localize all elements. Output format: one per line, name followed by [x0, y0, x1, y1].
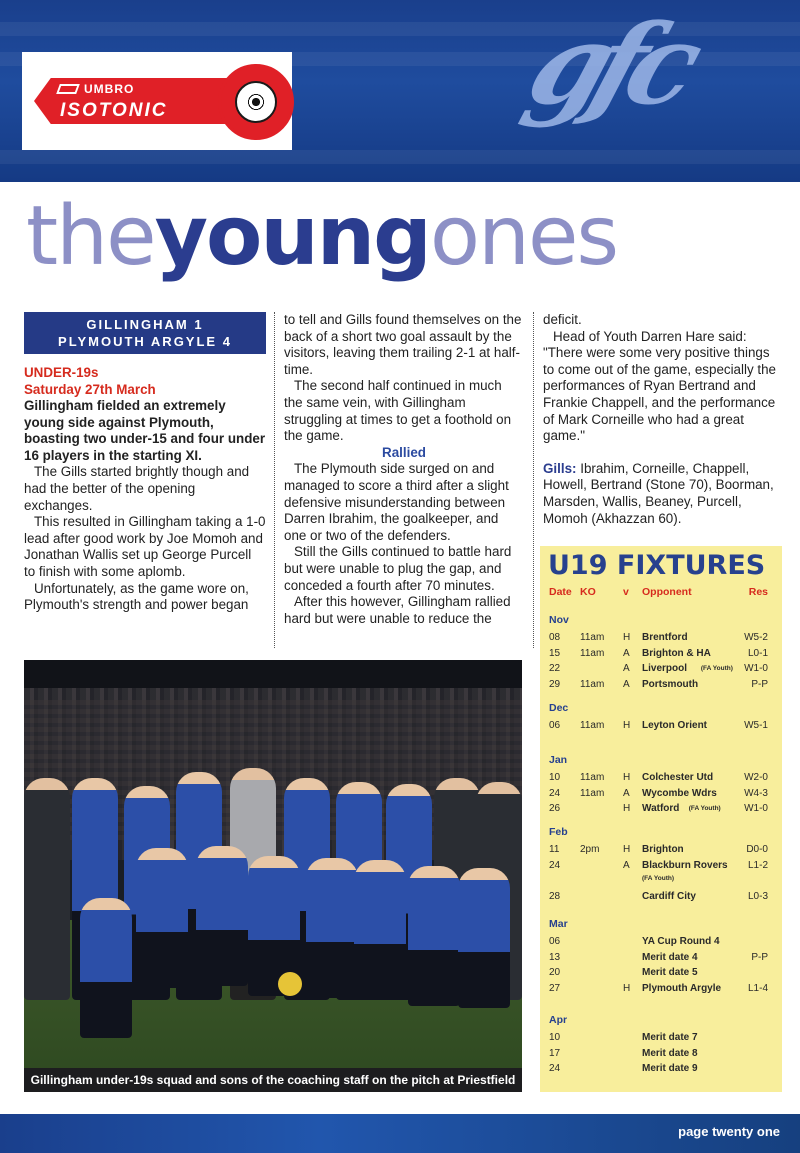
- article-paragraph: The Gills started brightly though and had the better of the opening exchanges.: [24, 464, 250, 513]
- article-paragraph: After this however, Gillingham rallied hard but were unable to reduce the: [284, 594, 511, 626]
- fixture-opponent: Colchester Utd: [642, 772, 714, 783]
- fixture-result: L1-4: [747, 982, 768, 994]
- seal-center: [235, 81, 277, 123]
- fixture-opponent: Cardiff City: [642, 890, 696, 902]
- fixture-row: [540, 772, 782, 787]
- fixture-competition-note: (FA Youth): [642, 875, 675, 883]
- lineup-players: Ibrahim, Corneille, Chappell, Howell, Bertrand (Stone 70), Boorman, Marsden, Wallis, Beaney, Purcell, Momoh (Akhazzan 60).: [543, 460, 774, 526]
- column-divider: [533, 312, 534, 648]
- fixtures-header-venue: v: [623, 586, 629, 598]
- fixture-venue: H: [623, 720, 631, 731]
- fixture-row: [540, 632, 782, 647]
- fixture-opponent: Merit date 9: [642, 1063, 698, 1075]
- fixture-venue: H: [623, 772, 631, 783]
- article-column-1: [24, 312, 266, 614]
- article-paragraph: This resulted in Gillingham taking a 1-0 lead after good work by Joe Momoh and Jonathan Wallis set up George Purcell to finish with some aplomb.: [24, 514, 266, 579]
- match-line-away: PLYMOUTH ARGYLE 4: [58, 334, 232, 349]
- lineup: [543, 461, 783, 527]
- fixture-venue: A: [623, 663, 630, 675]
- fixture-row: [540, 788, 782, 803]
- fixture-date: 20: [549, 967, 561, 979]
- article-paragraph: deficit.: [543, 312, 582, 327]
- fixtures-month-apr: Apr: [549, 1014, 568, 1026]
- match-line-home: GILLINGHAM 1: [86, 317, 204, 332]
- fixture-opponent: Watford: [642, 803, 680, 815]
- fixture-date: 13: [549, 951, 561, 963]
- page-title: [26, 189, 618, 284]
- match-score-bar: [24, 312, 266, 354]
- fixtures-title: U19 FIXTURES: [548, 550, 766, 581]
- fixtures-header-opponent: Opponent: [642, 586, 692, 598]
- photo-caption: Gillingham under-19s squad and sons of the coaching staff on the pitch at Priestfield: [24, 1068, 522, 1092]
- fixture-opponent: Plymouth Argyle: [642, 982, 722, 994]
- fixture-result: P-P: [751, 951, 768, 963]
- fixture-row: [540, 1063, 782, 1078]
- youth-alliance-seal: [218, 64, 294, 140]
- fixture-row: [540, 967, 782, 982]
- photo-figure: [408, 866, 460, 1006]
- fixture-opponent: Merit date 7: [642, 1032, 698, 1043]
- fixtures-month-mar: Mar: [549, 918, 568, 930]
- fixture-opponent: Merit date 8: [642, 1047, 698, 1059]
- fixture-venue: H: [623, 803, 631, 815]
- title-part-3: ones: [429, 189, 618, 284]
- fixture-row: [540, 663, 782, 678]
- fixture-opponent: Brentford: [642, 632, 688, 643]
- fixture-kickoff: 11am: [580, 632, 605, 643]
- fixture-venue: A: [623, 859, 630, 871]
- match-date: Saturday 27th March: [24, 382, 156, 397]
- photo-football: [278, 972, 302, 996]
- footer-band: [0, 1114, 800, 1153]
- fixture-date: 24: [549, 1063, 561, 1075]
- article-paragraph: The Plymouth side surged on and managed to score a third after a slight defensive misunderstanding between Darren Ibrahim, the goalkeeper, and one or two of the defenders.: [284, 461, 509, 543]
- photo-figure: [458, 868, 510, 1008]
- fixture-kickoff: 11am: [580, 678, 605, 690]
- fixture-kickoff: 11am: [580, 720, 605, 731]
- fixture-date: 24: [549, 787, 561, 799]
- photo-figure: [196, 846, 248, 986]
- fixture-date: 06: [549, 720, 561, 731]
- article-lead: Gillingham fielded an extremely young side against Plymouth, boasting two under-15 and four under 16 players in the starting XI.: [24, 398, 266, 463]
- article-column-2: [284, 312, 524, 627]
- photo-figure: [354, 860, 406, 1000]
- title-part-1: the: [26, 189, 155, 284]
- fixture-date: 11: [549, 844, 560, 855]
- fixture-kickoff: 11am: [580, 787, 605, 799]
- fixture-date: 10: [549, 1032, 561, 1043]
- column-divider: [274, 312, 275, 648]
- fixture-result: P-P: [751, 678, 768, 690]
- fixture-row: [540, 936, 782, 951]
- fixture-venue: H: [623, 844, 631, 855]
- fixture-opponent: Portsmouth: [642, 678, 699, 690]
- fixture-row: [540, 803, 782, 818]
- fixture-competition-note: (FA Youth): [700, 665, 733, 673]
- photo-figure: [306, 858, 358, 998]
- sponsor-brand: UMBRO: [84, 82, 135, 96]
- page-number: page twenty one: [678, 1124, 780, 1139]
- lineup-label: Gills:: [543, 460, 577, 476]
- photo-figure: [136, 848, 188, 988]
- fixture-opponent: Leyton Orient: [642, 720, 708, 731]
- fixture-venue: A: [623, 678, 630, 690]
- fixture-opponent: Blackburn Rovers: [642, 859, 728, 871]
- article-paragraph: Unfortunately, as the game wore on, Plymouth's strength and power began: [24, 580, 249, 613]
- fixture-date: 15: [549, 647, 561, 659]
- team-photo: [24, 660, 522, 1092]
- fixtures-month-dec: Dec: [549, 702, 569, 714]
- fixture-competition-note: (FA Youth): [688, 805, 721, 813]
- fixture-date: 27: [549, 982, 561, 994]
- fixture-date: 17: [549, 1047, 561, 1059]
- football-icon: [245, 91, 267, 113]
- fixture-date: 28: [549, 890, 561, 902]
- fixture-kickoff: 11am: [580, 772, 605, 783]
- fixture-kickoff: 11am: [580, 647, 605, 659]
- fixtures-month-feb: Feb: [549, 826, 568, 838]
- fixtures-panel: [540, 546, 782, 1092]
- fixture-result: L0-1: [747, 647, 768, 659]
- fixture-date: 08: [549, 632, 561, 643]
- header-band: [0, 0, 800, 182]
- fixtures-month-jan: Jan: [549, 754, 568, 766]
- fixture-result: W5-1: [744, 720, 768, 731]
- fixture-result: W2-0: [744, 772, 768, 783]
- fixture-opponent: Wycombe Wdrs: [642, 787, 717, 799]
- fixtures-header-ko: KO: [580, 586, 596, 598]
- fixture-opponent: YA Cup Round 4: [642, 936, 720, 947]
- fixture-kickoff: 2pm: [580, 844, 600, 855]
- photo-figure: [24, 778, 70, 1000]
- fixture-row: [540, 860, 782, 875]
- fixture-date: 22: [549, 663, 561, 675]
- fixture-row: [540, 720, 782, 735]
- sponsor-product: ISOTONIC: [60, 100, 168, 121]
- fixture-opponent: Brighton & HA: [642, 647, 711, 659]
- article-paragraph: The second half continued in much the same vein, with Gillingham struggling at times to get a foothold on the game.: [284, 378, 512, 444]
- fixture-date: 10: [549, 772, 561, 783]
- age-group: UNDER-19s: [24, 365, 99, 380]
- article-subhead: Rallied: [382, 444, 426, 460]
- fixture-result: W4-3: [744, 787, 768, 799]
- fixture-result: W5-2: [744, 632, 768, 643]
- sponsor-logo: [22, 52, 292, 150]
- fixture-opponent: Merit date 4: [642, 951, 698, 963]
- fixture-row: [540, 844, 782, 859]
- club-monogram: gfc: [513, 0, 705, 129]
- fixture-venue: H: [623, 982, 631, 994]
- fixture-row: [540, 1048, 782, 1063]
- fixtures-header-result: Res: [748, 586, 768, 598]
- photo-stand-roof: [24, 660, 522, 688]
- fixture-result: L1-2: [747, 859, 768, 871]
- article-paragraph: Still the Gills continued to battle hard but were unable to plug the gap, and conceded a fourth after 70 minutes.: [284, 544, 512, 593]
- fixture-venue: A: [623, 787, 630, 799]
- fixture-result: W1-0: [744, 663, 768, 675]
- article-column-3: [543, 312, 783, 527]
- fixture-row: [540, 648, 782, 663]
- fixture-result: D0-0: [746, 844, 768, 855]
- article-paragraph: to tell and Gills found themselves on the back of a short two goal assault by the visitors, leaving them trailing 2-1 at half-time.: [284, 312, 522, 377]
- fixture-opponent: Merit date 5: [642, 967, 698, 979]
- title-part-2: young: [154, 189, 430, 284]
- fixture-result: L0-3: [747, 890, 768, 902]
- fixture-date: 26: [549, 803, 561, 815]
- fixture-row: [540, 983, 782, 998]
- fixture-result: W1-0: [744, 803, 768, 815]
- fixture-row: [540, 891, 782, 906]
- fixture-date: 29: [549, 678, 561, 690]
- fixtures-header-date: Date: [549, 586, 572, 598]
- article-quote: Head of Youth Darren Hare said: "There were some very positive things to come out of the game, especially the performances of Ryan Bertrand and Frankie Chappell, and the performance of Mark Corneille who had a great game.": [543, 328, 776, 444]
- fixture-date: 06: [549, 936, 561, 947]
- fixture-opponent: Brighton: [642, 844, 684, 855]
- fixture-opponent: Liverpool: [642, 663, 688, 675]
- fixtures-month-nov: Nov: [549, 614, 569, 626]
- fixture-row: [540, 875, 782, 890]
- fixture-date: 24: [549, 859, 561, 871]
- fixture-venue: A: [623, 647, 630, 659]
- umbro-diamond-icon: [56, 84, 80, 94]
- fixture-venue: H: [623, 632, 631, 643]
- fixture-row: [540, 1032, 782, 1047]
- photo-figure: [80, 898, 132, 1038]
- fixture-row: [540, 952, 782, 967]
- fixture-row: [540, 679, 782, 694]
